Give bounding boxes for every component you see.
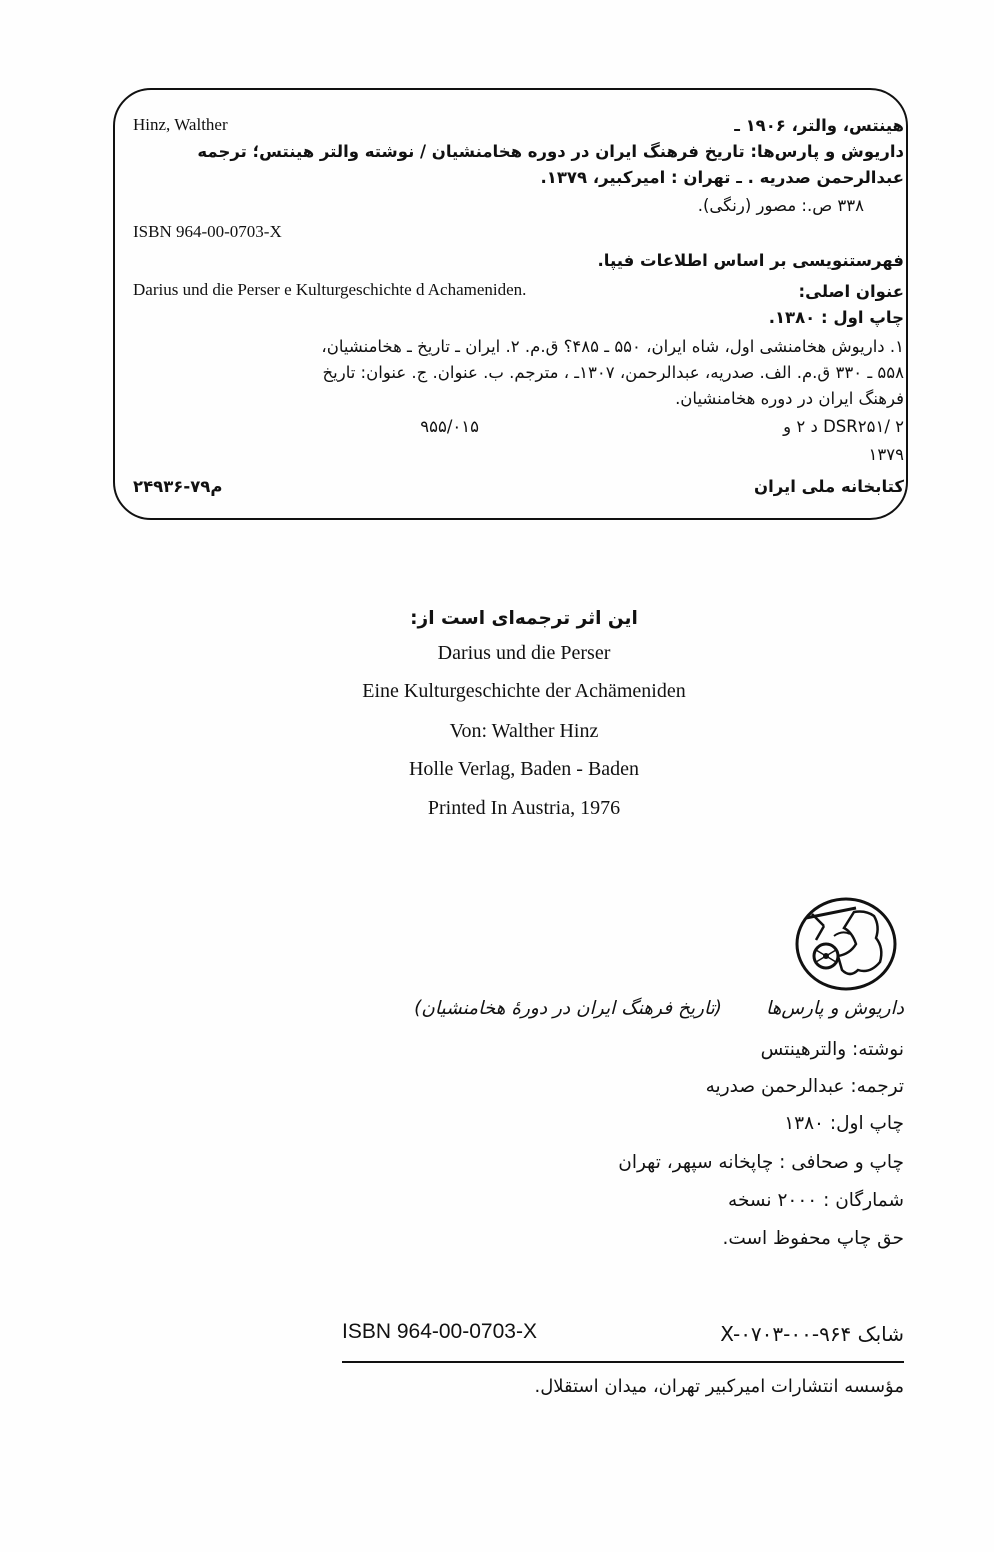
imprint-title-sub: (تاریخ فرهنگ ایران در دورهٔ هخامنشیان) (414, 998, 722, 1019)
cip-original-title: Darius und die Perser e Kulturgeschichte d Achameniden. (133, 280, 527, 299)
cip-class-dsr: DSR۲۵۱/ ۲ د ۲ و (783, 417, 904, 436)
cip-isbn: ISBN 964-00-0703-X (133, 222, 282, 241)
cip-title-line-2: عبدالرحمن صدریه . ـ تهران : امیرکبیر، ۱۳۷۹. (540, 168, 904, 187)
imprint-edition: چاپ اول: ۱۳۸۰ (784, 1113, 904, 1134)
isbn-persian: شابک X-۰۷۰۳-۰۰-۹۶۴ (720, 1322, 904, 1346)
cip-pages: ۳۳۸ ص.: مصور (رنگی). (697, 196, 864, 215)
imprint-title-main: داریوش و پارس‌ها (766, 998, 904, 1019)
cip-year: ۱۳۷۹ (868, 445, 904, 464)
cip-original-title-label: عنوان اصلی: (798, 282, 904, 301)
cip-author-fa: هینتس، والتر، ۱۹۰۶ ـ (734, 116, 904, 135)
original-author: Von: Walther Hinz (449, 720, 599, 742)
cip-class-dewey: ۹۵۵/۰۱۵ (420, 417, 479, 436)
cip-subjects-line-3: فرهنگ ایران در دوره هخامنشیان. (675, 389, 904, 408)
original-title-line-1: Darius und die Perser (437, 642, 611, 664)
publisher-address: مؤسسه انتشارات امیرکبیر تهران، میدان استقلال. (534, 1376, 904, 1397)
cip-edition: چاپ اول : ۱۳۸۰. (768, 308, 904, 327)
cip-author-en: Hinz, Walther (133, 115, 228, 134)
imprint-translator: ترجمه: عبدالرحمن صدریه (705, 1076, 904, 1097)
isbn-latin: ISBN 964-00-0703-X (342, 1320, 537, 1343)
divider-rule (342, 1361, 904, 1363)
imprint-author: نوشته: والترهینتس (760, 1039, 904, 1060)
cip-record-number: ۲۴۹۳۶-۷۹م (133, 477, 223, 496)
imprint-copies: شمارگان : ۲۰۰۰ نسخه (728, 1190, 904, 1211)
cip-library: کتابخانه ملی ایران (754, 477, 904, 496)
cip-subjects-line-1: ۱. داریوش هخامنشی اول، شاه ایران، ۵۵۰ ـ ۴۸۵؟ ق.م. ۲. ایران ـ تاریخ ـ هخامنشیان، (321, 337, 904, 356)
cip-title-line-1: داریوش و پارس‌ها: تاریخ فرهنگ ایران در دوره هخامنشیان / نوشته والتر هینتس؛ ترجمه (197, 142, 904, 161)
imprint-rights: حق چاپ محفوظ است. (722, 1228, 904, 1249)
cip-fipa-note: فهرستنویسی بر اساس اطلاعات فیپا. (597, 251, 904, 270)
original-publisher: Holle Verlag, Baden - Baden (408, 758, 640, 780)
original-title-line-2: Eine Kulturgeschichte der Achämeniden (362, 680, 686, 702)
translation-heading: این اثر ترجمه‌ای است از: (410, 608, 638, 629)
publisher-logo-icon (794, 896, 898, 992)
imprint-printing: چاپ و صحافی : چاپخانه سپهر، تهران (618, 1152, 904, 1173)
cip-subjects-line-2: ۵۵۸ ـ ۳۳۰ ق.م. الف. صدریه، عبدالرحمن، ۱۳۰۷ـ ، مترجم. ب. عنوان. ج. عنوان: تاریخ (322, 363, 904, 382)
original-printed: Printed In Austria, 1976 (427, 797, 621, 819)
